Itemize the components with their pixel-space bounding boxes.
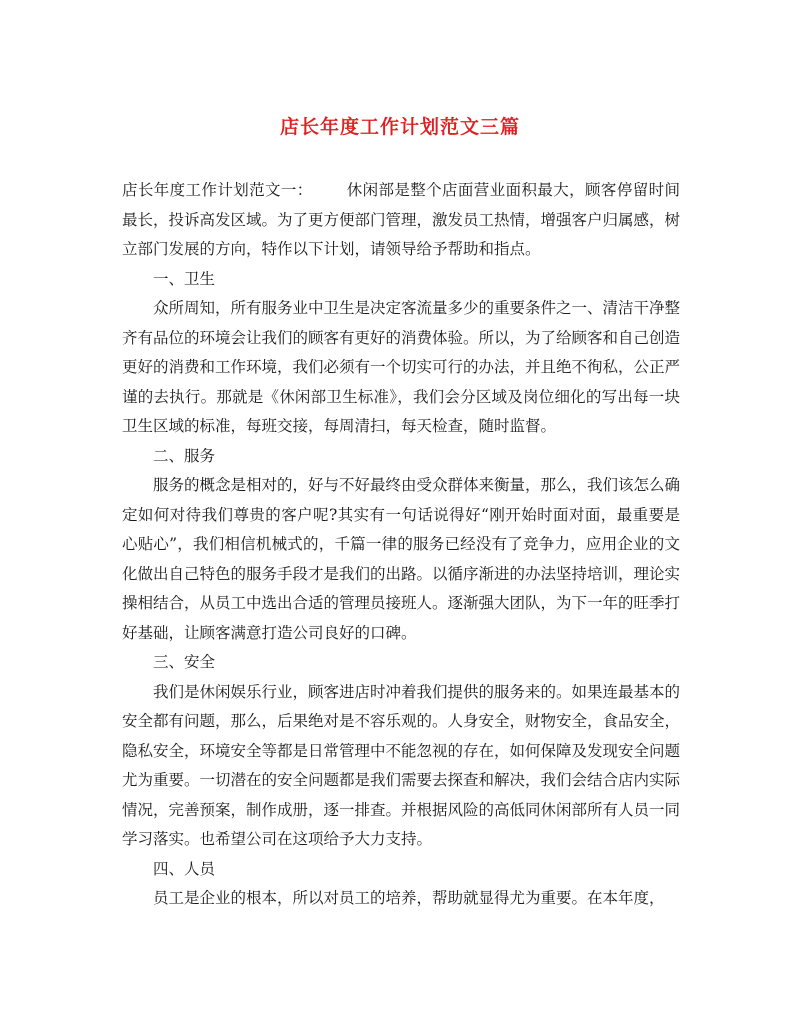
section-heading-safety: 三、安全	[153, 653, 216, 671]
section-text-service: 服务的概念是相对的，好与不好最终由受众群体来衡量，那么，我们该怎么确定如何对待我们尊贵的客户呢?其实有一句话说得好“刚开始时面对面，最重要是心贴心”，我们相信机械式的，千篇一律的服务已经没有了竞争力，应用企业的文化做出自己特色的服务手段才是我们的出路。以循序渐进的办法坚持培训，理论实操相结合，从员工中选出合适的管理员接班人。逐渐强大团队，为下一年的旺季打好基础，让顾客满意打造公司良好的口碑。	[122, 476, 681, 642]
section-heading-service: 二、服务	[153, 446, 216, 465]
section-text-personnel: 员工是企业的根本，所以对员工的培养，帮助就显得尤为重要。在本年度，	[153, 889, 665, 907]
section-heading-hygiene: 一、卫生	[153, 269, 216, 288]
intro-paragraph	[122, 176, 680, 265]
intro-text: 休闲部是整个店面营业面积最大，顾客停留时间最长，投诉高发区域。为了更方便部门管理，激发员工热情，增强客户归属感，树立部门发展的方向，特作以下计划，请领导给予帮助和指点。	[122, 181, 681, 258]
document-body	[122, 176, 680, 914]
document-title: 店长年度工作计划范文三篇	[279, 116, 520, 138]
section-heading-personnel: 四、人员	[153, 859, 216, 878]
section-text-safety: 我们是休闲娱乐行业，顾客进店时冲着我们提供的服务来的。如果连最基本的安全都有问题，那么，后果绝对是不容乐观的。人身安全，财物安全，食品安全，隐私安全，环境安全等都是日常管理中不能忽视的存在，如何保障及发现安全问题尤为重要。一切潜在的安全问题都是我们需要去探查和解决，我们会结合店内实际情况，完善预案，制作成册，逐一排查。并根据风险的高低同休闲部所有人员一同学习落实。也希望公司在这项给予大力支持。	[122, 682, 681, 848]
intro-label: 店长年度工作计划范文一：	[122, 181, 313, 199]
section-text-hygiene: 众所周知，所有服务业中卫生是决定客流量多少的重要条件之一、清洁干净整齐有品位的环境会让我们的顾客有更好的消费体验。所以，为了给顾客和自己创造更好的消费和工作环境，我们必须有一个切实可行的办法，并且绝不徇私，公正严谨的去执行。那就是《休闲部卫生标准》，我们会分区域及岗位细化的写出每一块卫生区域的标准，每班交接，每周清扫，每天检查，随时监督。	[122, 299, 681, 435]
